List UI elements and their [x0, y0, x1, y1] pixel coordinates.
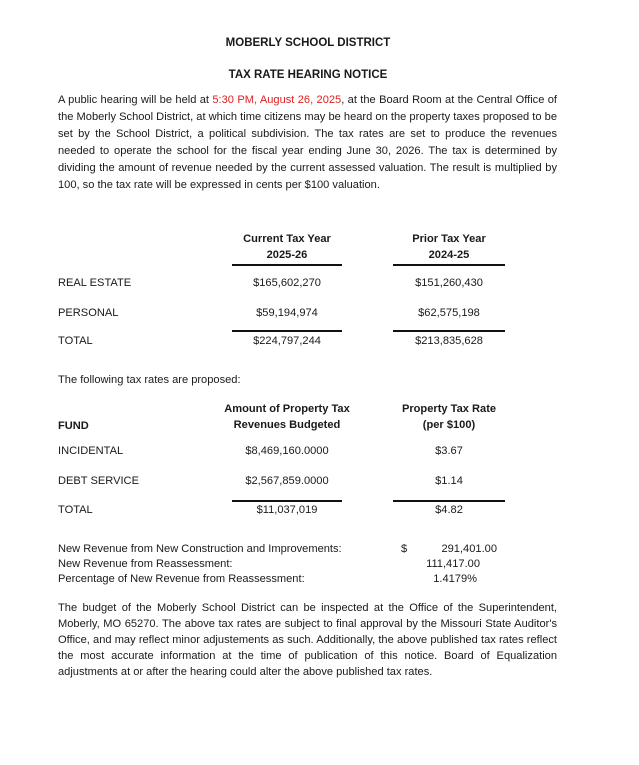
rates-intro: The following tax rates are proposed:	[58, 374, 241, 386]
percentage-label: Percentage of New Revenue from Reassessment:	[58, 573, 305, 585]
reassessment-label: New Revenue from Reassessment:	[58, 558, 233, 570]
closing-paragraph: The budget of the Moberly School District can be inspected at the Office of the Superintendent, Moberly, MO 65270. The above tax rates are subject to final approval by the Missouri State Auditor's Office, and may reflect minor adjustements as such. Additionally, the above published tax rates reflect the most accurate information at the time of publication of this notice. Board of Equalization adjustments at or after the hearing could alter the above published tax rates.	[58, 602, 557, 678]
reassessment-value: 111,417.00	[426, 558, 480, 570]
valuation-total-rule-prior	[393, 330, 505, 332]
prior-year-header-line1: Prior Tax Year	[412, 233, 486, 245]
real-estate-prior: $151,260,430	[415, 277, 483, 289]
personal-current: $59,194,974	[256, 307, 318, 319]
current-year-header-rule	[232, 264, 342, 266]
current-year-header	[232, 231, 342, 263]
total-prior: $213,835,628	[415, 335, 483, 347]
current-year-header-line2: 2025-26	[266, 249, 308, 261]
rate-header	[393, 401, 505, 433]
fund-header: FUND	[58, 420, 89, 432]
total-amount: $11,037,019	[256, 504, 318, 516]
intro-text-after: , at the Board Room at the Central Office of the Moberly School District, at which time citizens may be heard on the property taxes proposed to be set by the School District, a political subdivision. The tax rates are set to produce the revenues needed to operate the school for the fiscal year ending June 30, 2026. The tax is determined by dividing the amount of revenue needed by the current assessed valuation. The result is multiplied by 100, so the tax rate will be expressed in cents per $100 valuation.	[58, 94, 558, 191]
rate-header-line2: (per $100)	[422, 419, 476, 431]
hearing-datetime: 5:30 PM, August 26, 2025	[212, 94, 342, 106]
fund-label-debt-service: DEBT SERVICE	[58, 475, 139, 487]
current-year-header-line1: Current Tax Year	[243, 233, 331, 245]
debt-service-rate: $1.14	[435, 475, 463, 487]
prior-year-header	[393, 231, 505, 263]
debt-service-amount: $2,567,859.0000	[245, 475, 329, 487]
district-title: MOBERLY SCHOOL DISTRICT	[225, 37, 391, 49]
total-current: $224,797,244	[253, 335, 321, 347]
currency-symbol: $	[401, 543, 408, 555]
fund-label-incidental: INCIDENTAL	[58, 445, 124, 457]
rates-total-rule-amount	[232, 500, 342, 502]
intro-paragraph	[58, 92, 557, 194]
row-label-total: TOTAL	[58, 335, 93, 347]
amount-header	[222, 401, 352, 433]
prior-year-header-line2: 2024-25	[428, 249, 470, 261]
incidental-amount: $8,469,160.0000	[245, 445, 329, 457]
valuation-total-rule-current	[232, 330, 342, 332]
amount-header-line2: Revenues Budgeted	[233, 419, 341, 431]
real-estate-current: $165,602,270	[253, 277, 321, 289]
intro-text-before: A public hearing will be held at	[58, 94, 213, 106]
rates-total-rule-rate	[393, 500, 505, 502]
new-construction-value: 291,401.00	[441, 543, 497, 555]
prior-year-header-rule	[393, 264, 505, 266]
incidental-rate: $3.67	[435, 445, 463, 457]
rate-header-line1: Property Tax Rate	[401, 403, 497, 415]
notice-title: TAX RATE HEARING NOTICE	[228, 69, 388, 81]
fund-label-total: TOTAL	[58, 504, 93, 516]
row-label-real-estate: REAL ESTATE	[58, 277, 132, 289]
amount-header-line1: Amount of Property Tax	[224, 403, 350, 415]
new-construction-label: New Revenue from New Construction and Improvements:	[58, 543, 342, 555]
percentage-value: 1.4179%	[433, 573, 477, 585]
total-rate: $4.82	[435, 504, 463, 516]
row-label-personal: PERSONAL	[58, 307, 119, 319]
personal-prior: $62,575,198	[418, 307, 480, 319]
